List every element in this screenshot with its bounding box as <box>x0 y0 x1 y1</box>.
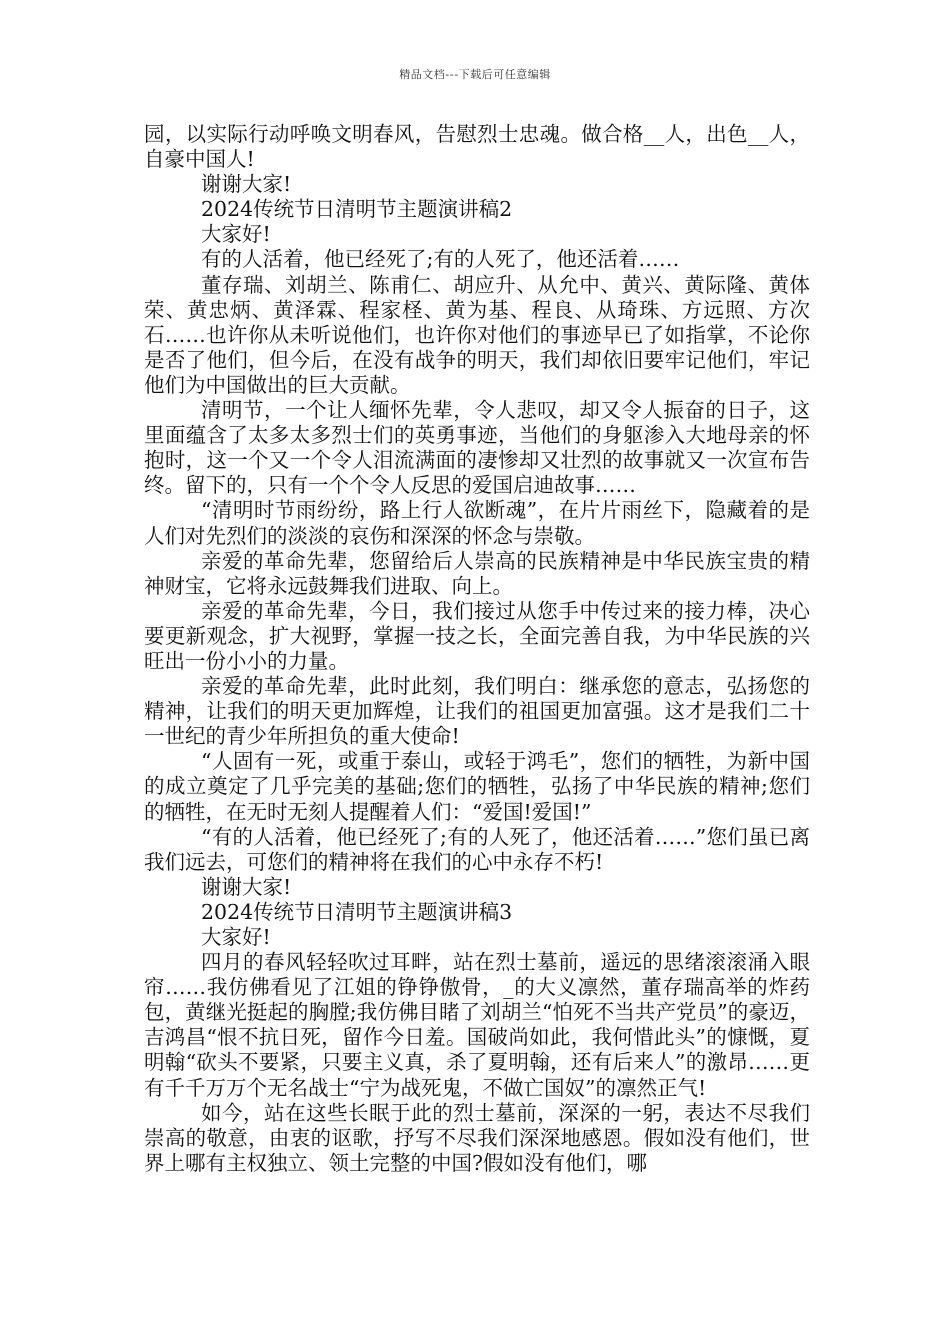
paragraph: 大家好! <box>201 925 271 949</box>
paragraph: 亲爱的革命先辈，此时此刻，我们明白：继承您的意志，弘扬您的精神，让我们的明天更加辉煌，让我们的祖国更加富强。这才是我们二十一世纪的青少年所担负的重大使命! <box>144 674 810 749</box>
speech-title: 2024传统节日清明节主题演讲稿3 <box>201 899 513 924</box>
paragraph: 园，以实际行动呼唤文明春风，告慰烈士忠魂。做合格__人，出色__人，自豪中国人! <box>144 122 810 172</box>
paragraph: 谢谢大家! <box>201 172 292 197</box>
paragraph: 董存瑞、刘胡兰、陈甫仁、胡应升、从允中、黄兴、黄际隆、黄体荣、黄忠炳、黄泽霖、程家柽、黄为基、程良、从琦珠、方远照、方次石……也许你从未听说他们，也许你对他们的事迹早已了如指掌，不论你是否了他们，但今后，在没有战争的明天，我们却依旧要牢记他们，牢记他们为中国做出的巨大贡献。 <box>144 272 810 397</box>
paragraph: 亲爱的革命先辈，今日，我们接过从您手中传过来的接力棒，决心要更新观念，扩大视野，掌握一技之长，全面完善自我，为中华民族的兴旺出一份小小的力量。 <box>144 598 810 673</box>
paragraph: 四月的春风轻轻吹过耳畔，站在烈士墓前，遥远的思绪滚滚涌入眼帘……我仿佛看见了江姐的铮铮傲骨，_的大义凛然，董存瑞高举的炸药包，黄继光挺起的胸膛;我仿佛目睹了刘胡兰“怕死不当共产党员”的豪迈，吉鸿昌“恨不抗日死，留作今日羞。国破尚如此，我何惜此头”的慷慨，夏明翰“砍头不要紧，只要主义真，杀了夏明翰，还有后来人”的激昂……更有千千万万个无名战士“宁为战死鬼，不做亡国奴”的凛然正气! <box>144 950 810 1100</box>
paragraph: 有的人活着，他已经死了;有的人死了，他还活着…… <box>201 247 680 272</box>
paragraph: 清明节，一个让人缅怀先辈，令人悲叹，却又令人振奋的日子，这里面蕴含了太多太多烈士们的英勇事迹，当他们的身躯渗入大地母亲的怀抱时，这一个又一个令人泪流满面的凄惨却又壮烈的故事就又一次宣布告终。留下的，只有一个个令人反思的爱国启迪故事…… <box>144 398 810 498</box>
speech-title: 2024传统节日清明节主题演讲稿2 <box>201 197 513 222</box>
page-header: 精品文档---下载后可任意编辑 <box>399 68 551 81</box>
paragraph: 如今，站在这些长眠于此的烈士墓前，深深的一躬，表达不尽我们崇高的敬意，由衷的讴歌，抒写不尽我们深深地感恩。假如没有他们，世界上哪有主权独立、领土完整的中国?假如没有他们，哪 <box>144 1100 810 1175</box>
paragraph: “清明时节雨纷纷，路上行人欲断魂”，在片片雨丝下，隐藏着的是人们对先烈们的淡淡的哀伤和深深的怀念与崇敬。 <box>144 498 810 548</box>
paragraph: 亲爱的革命先辈，您留给后人崇高的民族精神是中华民族宝贵的精神财宝，它将永远鼓舞我们进取、向上。 <box>144 548 810 598</box>
paragraph: “有的人活着，他已经死了;有的人死了，他还活着……”您们虽已离我们远去，可您们的精神将在我们的心中永存不朽! <box>144 824 810 874</box>
paragraph: 大家好! <box>201 222 271 247</box>
document-body <box>144 122 810 1176</box>
paragraph: “人固有一死，或重于泰山，或轻于鸿毛”，您们的牺牲，为新中国的成立奠定了几乎完美的基础;您们的牺牲，弘扬了中华民族的精神;您们的牺牲，在无时无刻人提醒着人们：“爱国!爱国!” <box>144 749 810 824</box>
paragraph: 谢谢大家! <box>201 874 292 899</box>
